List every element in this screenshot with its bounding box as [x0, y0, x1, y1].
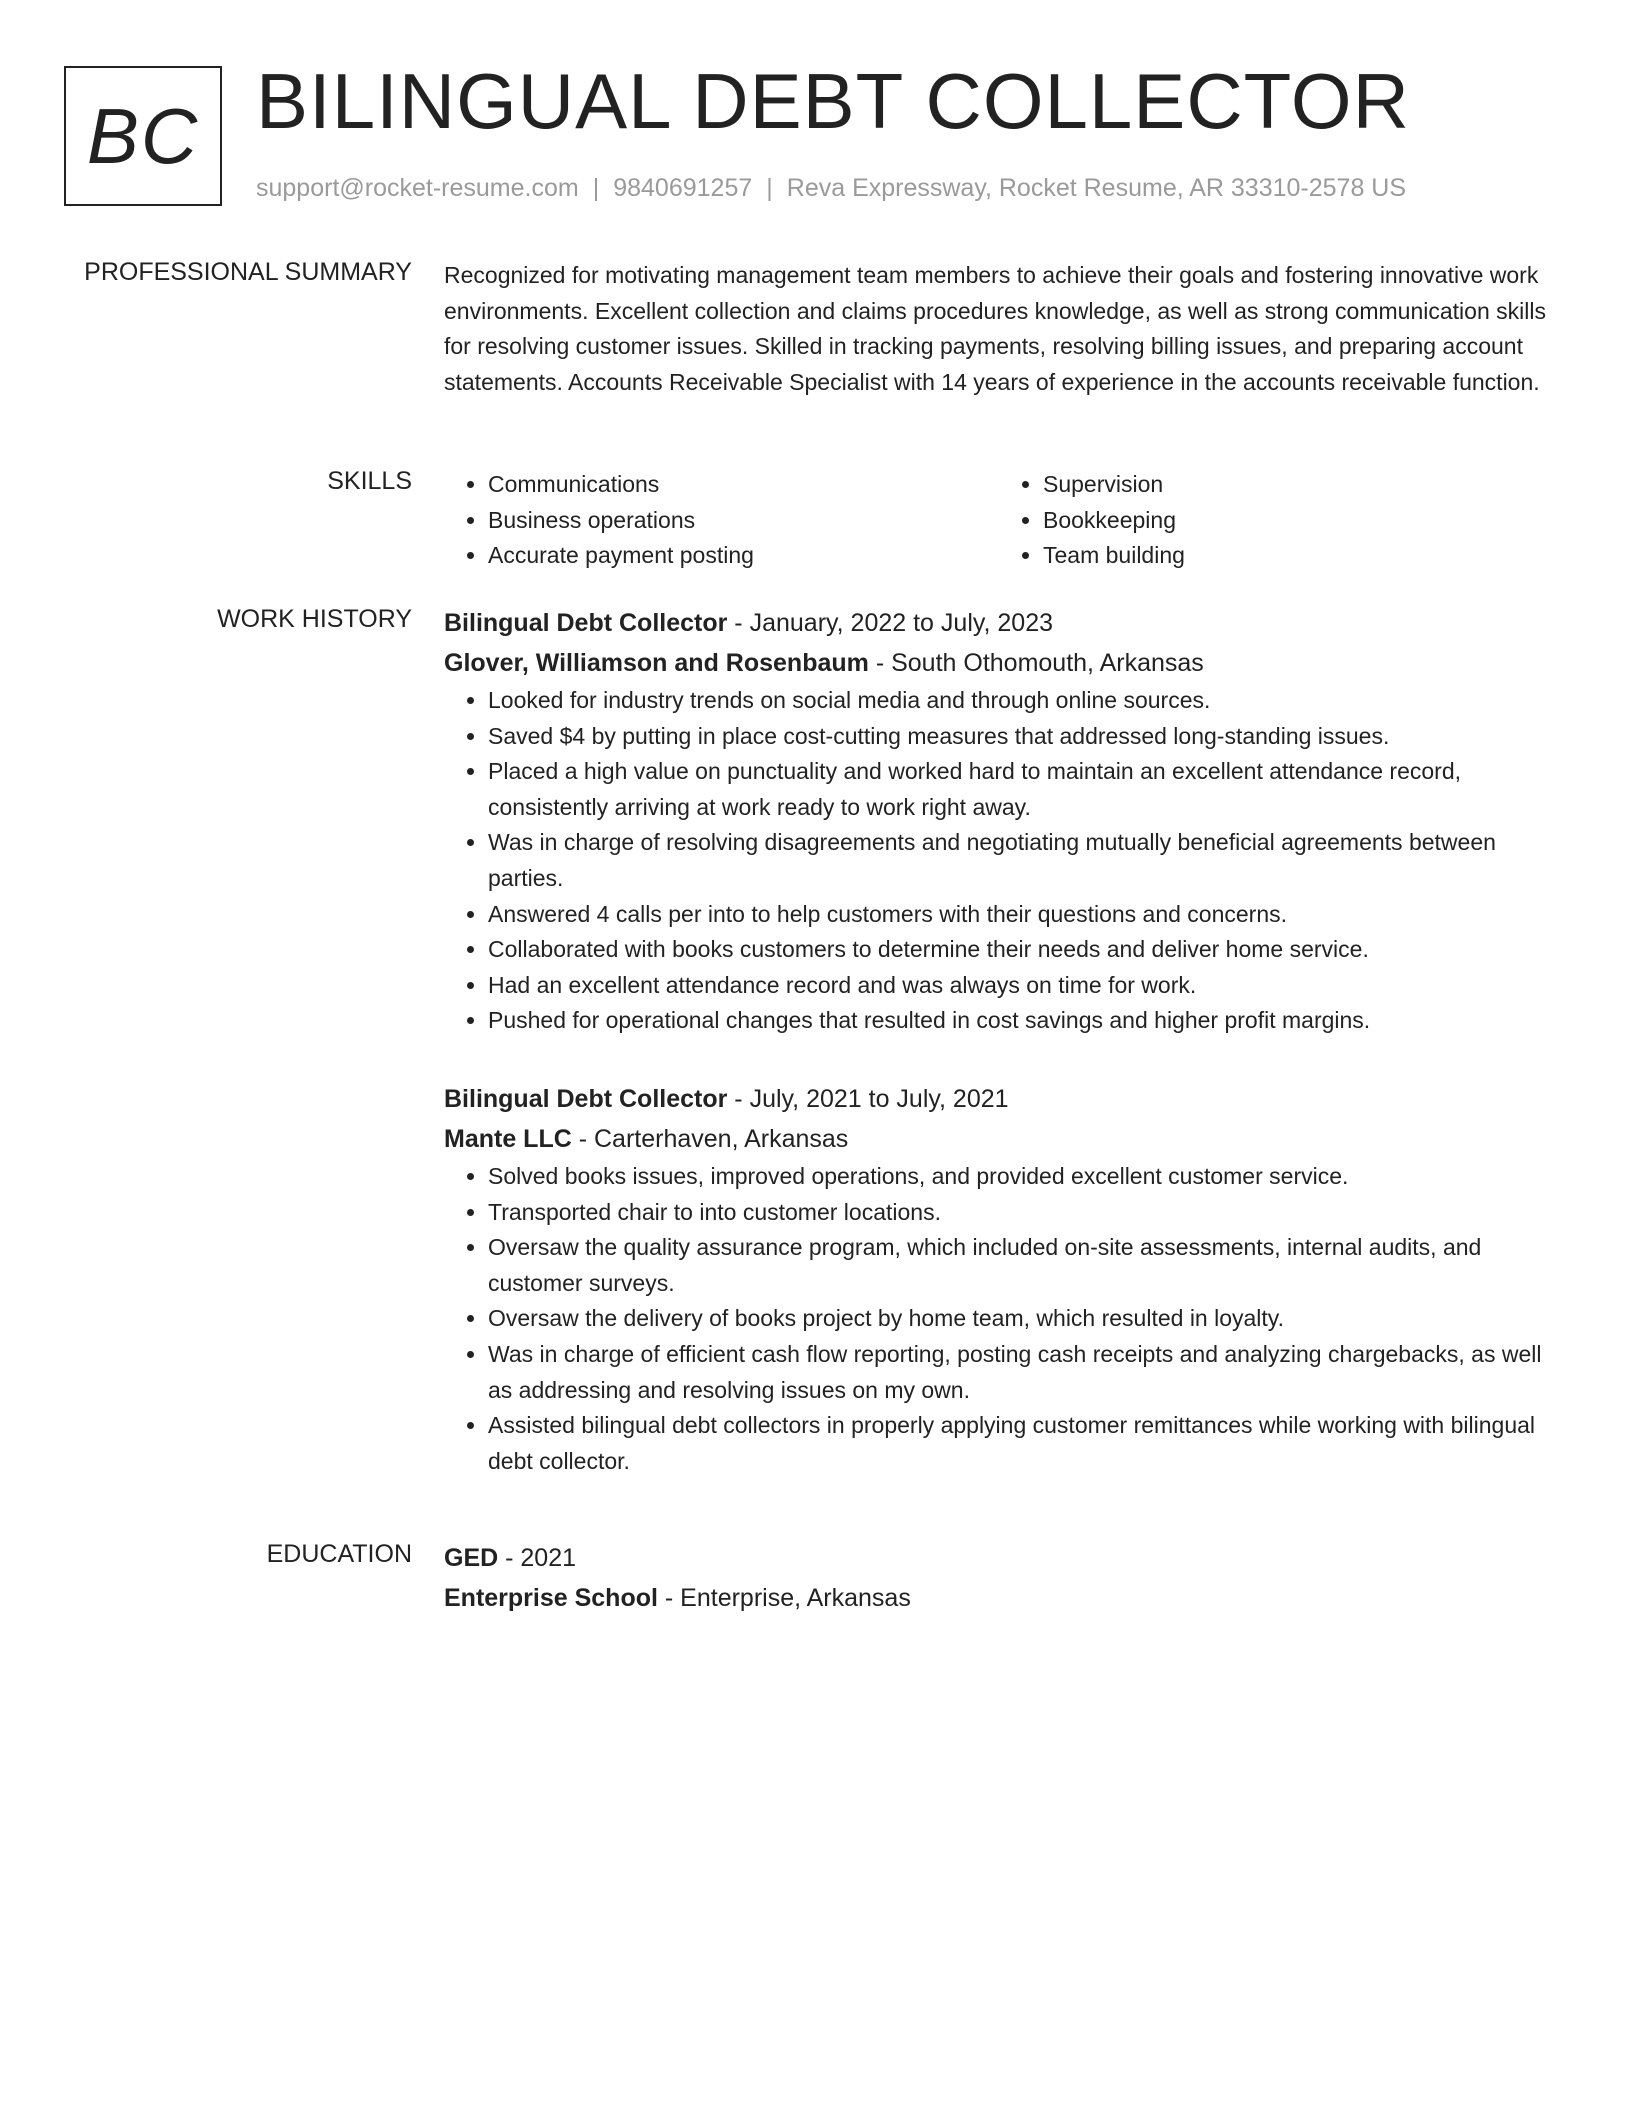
job-bullet: • Collaborated with books customers to determine their needs and deliver home service. — [488, 932, 1554, 968]
education-heading: EDUCATION — [266, 1540, 412, 1568]
summary-heading: PROFESSIONAL SUMMARY — [84, 258, 412, 286]
skills-heading: SKILLS — [327, 467, 412, 495]
education-degree: GED — [444, 1544, 499, 1572]
job-title-line — [444, 1079, 1554, 1119]
job-bullets — [444, 1159, 1554, 1479]
education-body — [444, 1538, 1554, 1618]
job-bullet: • Transported chair to into customer locations. — [488, 1195, 1554, 1231]
job-title: Bilingual Debt Collector — [444, 609, 728, 637]
skills-body — [444, 467, 1554, 574]
job-bullet: • Oversaw the quality assurance program, which included on-site assessments, internal audits, and customer surveys. — [488, 1230, 1554, 1301]
skill-item: • Team building — [1043, 538, 1554, 574]
work-history-heading: WORK HISTORY — [217, 605, 412, 633]
job-bullet: • Was in charge of resolving disagreements and negotiating mutually beneficial agreements between parties. — [488, 825, 1554, 896]
job-title: Bilingual Debt Collector — [444, 1084, 728, 1113]
job-bullet: • Was in charge of efficient cash flow reporting, posting cash receipts and analyzing chargebacks, as well as addressing and resolving issues on my own. — [488, 1337, 1554, 1408]
job-title-line — [444, 603, 1554, 643]
contact-address: Reva Expressway, Rocket Resume, AR 33310-2578 US — [786, 174, 1407, 202]
skill-item: • Communications — [488, 467, 999, 503]
job-company-line — [444, 1119, 1554, 1159]
contact-separator: | — [766, 174, 773, 202]
skills-grid — [444, 467, 1554, 574]
job-location: - Carterhaven, Arkansas — [571, 1124, 849, 1153]
job-entry — [444, 1079, 1554, 1479]
job-bullet: • Had an excellent attendance record and was always on time for work. — [488, 968, 1554, 1004]
skill-item: • Bookkeeping — [1043, 503, 1554, 539]
job-bullet: • Looked for industry trends on social media and through online sources. — [488, 683, 1554, 719]
contact-line — [256, 174, 1406, 203]
job-company: Glover, Williamson and Rosenbaum — [444, 649, 869, 677]
education-school-line — [444, 1578, 1554, 1618]
contact-email: support@rocket-resume.com — [256, 174, 579, 202]
summary-body — [444, 258, 1554, 400]
education-year: - 2021 — [498, 1544, 577, 1572]
skill-item: • Supervision — [1043, 467, 1554, 503]
skill-item: • Business operations — [488, 503, 999, 539]
job-company-line — [444, 643, 1554, 683]
contact-phone: 9840691257 — [613, 174, 753, 202]
job-dates: - January, 2022 to July, 2023 — [727, 609, 1054, 637]
job-location: - South Othomouth, Arkansas — [868, 649, 1204, 677]
work-history-body — [444, 603, 1554, 1519]
job-bullet: • Solved books issues, improved operations, and provided excellent customer service. — [488, 1159, 1554, 1195]
job-company: Mante LLC — [444, 1124, 572, 1153]
monogram-initials: BC — [86, 91, 200, 180]
job-bullet: • Answered 4 calls per into to help customers with their questions and concerns. — [488, 897, 1554, 933]
job-dates: - July, 2021 to July, 2021 — [727, 1084, 1009, 1113]
monogram-box — [64, 66, 222, 206]
job-bullet: • Pushed for operational changes that resulted in cost savings and higher profit margins. — [488, 1003, 1554, 1039]
contact-separator: | — [592, 174, 600, 202]
skills-list-right — [999, 467, 1554, 574]
education-degree-line — [444, 1538, 1554, 1578]
candidate-title: BILINGUAL DEBT COLLECTOR — [256, 57, 1410, 145]
job-bullet: • Assisted bilingual debt collectors in properly applying customer remittances while working with bilingual debt collector. — [488, 1408, 1554, 1479]
summary-text: Recognized for motivating management team members to achieve their goals and fostering innovative work environments. Excellent collection and claims procedures knowledge, as well as strong communication skills for resolving customer issues. Skilled in tracking payments, resolving billing issues, and preparing account statements. Accounts Receivable Specialist with 14 years of experience in the accounts receivable function. — [444, 262, 1546, 395]
job-bullet: • Oversaw the delivery of books project by home team, which resulted in loyalty. — [488, 1301, 1554, 1337]
job-bullet: • Placed a high value on punctuality and worked hard to maintain an excellent attendance record, consistently arriving at work ready to work right away. — [488, 754, 1554, 825]
job-entry — [444, 603, 1554, 1039]
education-location: - Enterprise, Arkansas — [657, 1584, 911, 1612]
job-bullet: • Saved $4 by putting in place cost-cutting measures that addressed long-standing issues. — [488, 719, 1554, 755]
job-bullets — [444, 683, 1554, 1039]
skills-list-left — [444, 467, 999, 574]
education-school: Enterprise School — [444, 1584, 658, 1612]
skill-item: • Accurate payment posting — [488, 538, 999, 574]
